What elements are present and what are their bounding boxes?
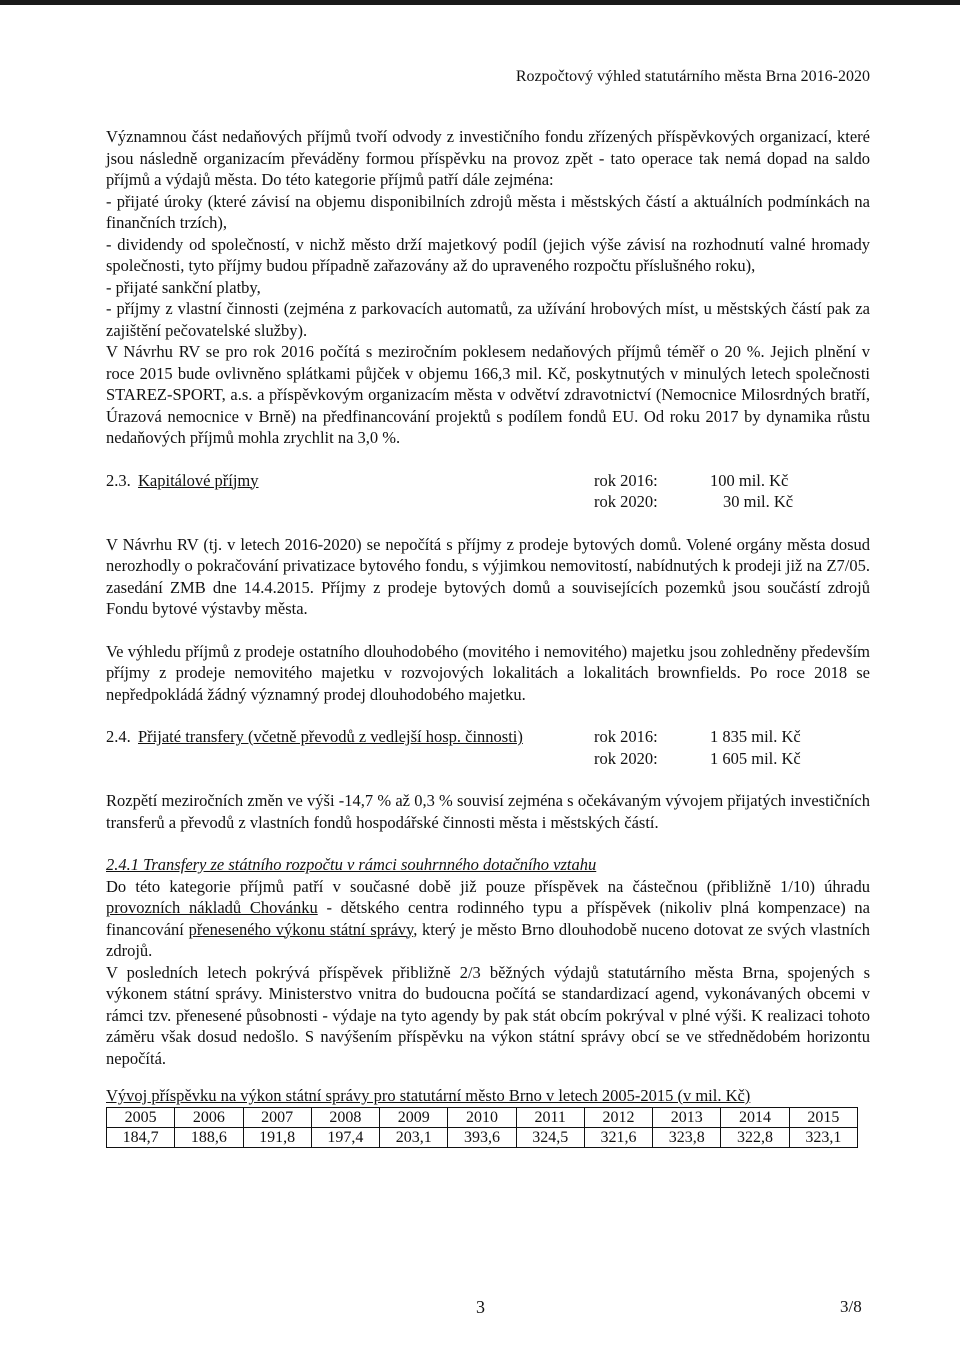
year-label: rok 2020: <box>594 748 658 768</box>
table-cell-value: 393,6 <box>448 1127 516 1147</box>
paragraph: V Návrhu RV (tj. v letech 2016-2020) se nepočítá s příjmy z prodeje bytových domů. Volené orgány města dosud nerozhodly o pokračování privatizace bytového fondu, s výjimkou nemovitostí, nabídnutých k prodeji již na Z7/05. zasedání ZMB dne 14.4.2015. Příjmy z prodeje bytových domů a souvisejících pozemků jsou součástí zdrojů Fondu bytové výstavby města. <box>106 534 870 618</box>
paragraph: Rozpětí meziročních změn ve výši -14,7 % až 0,3 % souvisí zejména s očekávaným vývojem přijatých investičních transferů a převodů z vlastních fondů hospodářské činnosti města i městských částí. <box>106 791 870 832</box>
page-counter: 3/8 <box>840 1297 862 1316</box>
table-row-years <box>107 1107 858 1127</box>
contribution-table <box>106 1107 858 1148</box>
section-title: Kapitálové příjmy <box>138 470 259 490</box>
section-heading-2-4 <box>106 726 870 748</box>
document-body <box>106 126 870 1148</box>
year-label: rok 2016: <box>594 470 658 490</box>
year-value: 1 835 mil. Kč <box>710 727 801 746</box>
section-number: 2.3. <box>106 470 131 490</box>
table-cell-value: 322,8 <box>721 1127 789 1147</box>
table-cell-year: 2013 <box>653 1107 721 1127</box>
text-run: , který je město Brno dlouhodobě nuceno dotovat ze svých vlastních zdrojů. <box>106 919 871 960</box>
subsection-heading: 2.4.1 Transfery ze státního rozpočtu v rámci souhrnného dotačního vztahu <box>106 855 597 874</box>
section-values-row <box>106 491 870 513</box>
section-values-row <box>106 748 870 770</box>
page-number: 3 <box>476 1297 485 1317</box>
section-heading-2-3 <box>106 470 870 492</box>
table-cell-year: 2006 <box>175 1107 243 1127</box>
table-cell-year: 2012 <box>584 1107 652 1127</box>
table-cell-year: 2008 <box>311 1107 379 1127</box>
running-header: Rozpočtový výhled statutárního města Brna 2016-2020 <box>515 68 870 85</box>
table-cell-year: 2011 <box>516 1107 584 1127</box>
text-run: Do této kategorie příjmů patří v současné době již pouze příspěvek na částečnou (přibližně 1/10) úhradu <box>106 876 870 896</box>
paragraph: Významnou část nedaňových příjmů tvoří odvody z investičního fondu zřízených příspěvkových organizací, které jsou následně organizacím převáděny formou příspěvku na provoz zpět - tato operace tak nemá dopad na saldo příjmů a výdajů města. Do této kategorie příjmů patří dále zejména: <box>106 127 870 189</box>
year-label: rok 2020: <box>594 492 658 511</box>
top-border <box>0 0 960 5</box>
table-row-values <box>107 1127 858 1147</box>
list-item: - přijaté sankční platby, <box>106 277 261 297</box>
paragraph <box>106 876 870 962</box>
year-value: 1 605 mil. Kč <box>710 748 801 768</box>
section-number: 2.4. <box>106 727 131 746</box>
table-caption: Vývoj příspěvku na výkon státní správy pro statutární město Brno v letech 2005-2015 (v mil. Kč) <box>106 1086 751 1105</box>
list-item: - příjmy z vlastní činnosti (zejména z parkovacích automatů, za užívání hrobových míst, u městských částí pak za zajištění pečovatelské služby). <box>106 299 870 340</box>
table-cell-year: 2007 <box>243 1107 311 1127</box>
table-cell-year: 2014 <box>721 1107 789 1127</box>
table-cell-value: 203,1 <box>380 1127 448 1147</box>
table-cell-year: 2009 <box>380 1107 448 1127</box>
table-cell-value: 324,5 <box>516 1127 584 1147</box>
paragraph: V Návrhu RV se pro rok 2016 počítá s meziročním poklesem nedaňových příjmů téměř o 20 %. Jejich plnění v roce 2015 bude ovlivněno splátkami půjček v objemu 166,3 mil. Kč, poskytnutých v minulých letech společnosti STAREZ-SPORT, a.s. a příspěvkovým organizacím města v odvětví zdravotnictví (Nemocnice Milosrdných bratří, Úrazová nemocnice v Brně) na předfinancování projektů s podílem fondů EU. Od roku 2017 by dynamika růstu nedaňových příjmů mohla zrychlit na 3,0 %. <box>106 342 870 447</box>
list-item: - dividendy od společností, v nichž město drží majetkový podíl (jejich výše závisí na rozhodnutí valné hromady společnosti, tyto příjmy budou případně zařazovány až do upraveného rozpočtu příslušného roku), <box>106 234 870 275</box>
list-item: - přijaté úroky (které závisí na objemu disponibilních zdrojů města i městských částí a aktuálních podmínkách na finančních trzích), <box>106 191 870 232</box>
paragraph: Ve výhledu příjmů z prodeje ostatního dlouhodobého (movitého i nemovitého) majetku jsou zohledněny především příjmy z prodeje nemovitého majetku v rozvojových lokalitách a lokalitách brownfields. Po roce 2018 se nepředpokládá žádný významný prodej dlouhodobého majetku. <box>106 641 870 704</box>
table-cell-value: 197,4 <box>311 1127 379 1147</box>
table-cell-value: 323,1 <box>789 1127 857 1147</box>
year-value: 100 mil. Kč <box>710 470 789 490</box>
table-cell-year: 2005 <box>107 1107 175 1127</box>
table-cell-year: 2015 <box>789 1107 857 1127</box>
table-cell-value: 321,6 <box>584 1127 652 1147</box>
text-run: - dětského centra rodinného typu a příspěvek (nikoliv plná kompenzace) na financování <box>106 898 870 939</box>
table-cell-value: 191,8 <box>243 1127 311 1147</box>
underlined-term: přeneseného výkonu státní správy <box>188 919 414 939</box>
table-cell-value: 323,8 <box>653 1127 721 1147</box>
table-cell-value: 184,7 <box>107 1127 175 1147</box>
table-cell-year: 2010 <box>448 1107 516 1127</box>
paragraph: V posledních letech pokrývá příspěvek přibližně 2/3 běžných výdajů statutárního města Brna, spojených s výkonem státní správy. Ministerstvo vnitra do budoucna počítá se standardizací agend, vykonávaných obcemi v rámci tzv. přenesené působnosti - výdaje na tyto agendy by pak stát obcím pokrýval v plné výši. K realizaci tohoto záměru však dosud nedošlo. S navýšením příspěvku na výkon státní správy obcí se ve střednědobém horizontu nepočítá. <box>106 962 870 1068</box>
year-value: 30 mil. Kč <box>723 492 794 511</box>
year-label: rok 2016: <box>594 727 658 746</box>
underlined-term: provozních nákladů Chovánku <box>106 898 318 917</box>
section-title: Přijaté transfery (včetně převodů z vedlejší hosp. činnosti) <box>138 727 523 746</box>
table-cell-value: 188,6 <box>175 1127 243 1147</box>
